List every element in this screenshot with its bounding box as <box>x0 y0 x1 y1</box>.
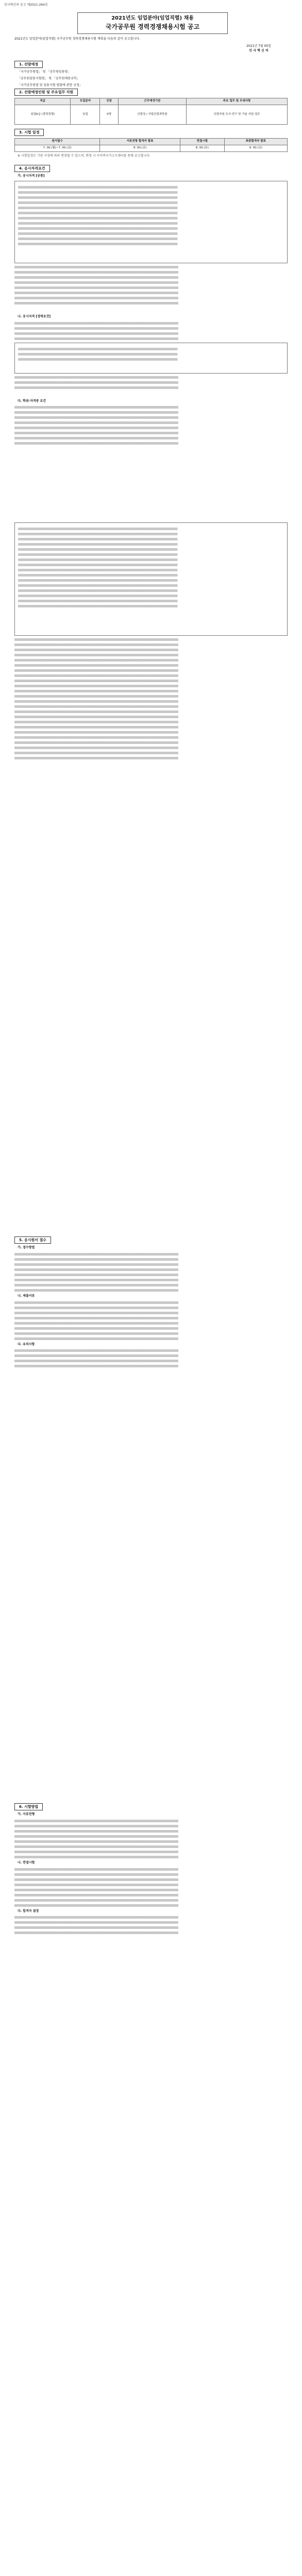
section-5-sub3: 다. 유의사항 <box>18 1342 35 1346</box>
section-4 <box>14 165 288 447</box>
section-2-heading: 2. 선발예정인원 및 주요업무 지원 <box>14 89 78 96</box>
table-cell: 7. 00.(월)~7. 00.(금) <box>15 145 100 152</box>
signer-name: 인 사 혁 신 처 <box>249 48 269 53</box>
table-cell: 8. 00.(토) <box>180 145 224 152</box>
section-3-heading: 3. 시험 일정 <box>14 129 44 136</box>
section-5 <box>14 1236 288 1370</box>
table-cell: 임업 <box>71 105 100 125</box>
section-5-sub2: 나. 제출서류 <box>18 1294 35 1298</box>
section-6-sub2: 나. 면접시험 <box>18 1860 35 1865</box>
requirements-box <box>14 181 288 263</box>
table-header: 주요 업무 및 우대사항 <box>186 98 287 105</box>
section-6-sub3: 다. 합격자 결정 <box>18 1909 39 1913</box>
table-cell: 산림청 / 국립산림과학원 <box>118 105 186 125</box>
notice-id: 인사혁신처 공고 제2021-264호 <box>4 3 48 7</box>
title-line1: 2021년도 임업분야(임업직렬) 채용 <box>111 15 194 21</box>
table-header: 직급 <box>15 98 71 105</box>
section-4-sub2: 나. 응시자격 [경력요건] <box>18 314 51 318</box>
title-box <box>77 12 228 34</box>
schedule-note: ※ 시험일정은 기관 사정에 따라 변경될 수 있으며, 변경 시 사이버국가고시센터를 통해 공고합니다. <box>18 154 150 158</box>
section-4-sub1: 가. 응시자격 [공통] <box>18 174 45 178</box>
table-cell: 9. 00.(금) <box>224 145 287 152</box>
intro-date: 2021년 7월 00일 <box>246 44 271 48</box>
table-header: 근무예정기관 <box>118 98 186 105</box>
signer-block <box>246 44 271 53</box>
title-line2: 국가공무원 경력경쟁채용시험 공고 <box>105 23 200 30</box>
table-cell: 8. 00.(금) <box>100 145 180 152</box>
section-1-item: 「공무원임용시험령」 및 「공무원채용규칙」 <box>18 76 80 80</box>
table-header: 서류전형 합격자 발표 <box>100 139 180 145</box>
section-6-sub1: 가. 서류전형 <box>18 1812 35 1817</box>
section-4-sub3: 다. 학위·자격증 요건 <box>18 399 46 403</box>
intro-text: 2021년도 임업분야(임업직렬) 국가공무원 경력경쟁채용시험 계획을 다음과 같이 공고합니다. <box>14 37 140 41</box>
table-header: 모집분야 <box>71 98 100 105</box>
section-1-heading: 1. 선발예정 <box>14 61 43 68</box>
section-6 <box>14 1803 288 1937</box>
section-4-heading: 4. 응시자격요건 <box>14 165 50 172</box>
table-cell: 임업6급 (경력경쟁) <box>15 105 71 125</box>
table-header: 면접시험 <box>180 139 224 145</box>
section-5-sub1: 가. 접수방법 <box>18 1246 35 1250</box>
schedule-table <box>14 138 288 152</box>
table-header: 인원 <box>100 98 119 105</box>
section-5-heading: 5. 응시원서 접수 <box>14 1236 51 1244</box>
experience-box <box>14 343 288 374</box>
notice-box <box>14 522 288 636</box>
selection-table <box>14 98 288 125</box>
table-cell: 0명 <box>100 105 119 125</box>
table-header: 원서접수 <box>15 139 100 145</box>
section-1-item: 「국가공무원법」 및 「공무원임용령」 <box>18 70 71 74</box>
body-text-block <box>14 520 288 1705</box>
section-1-item: 「국가공무원법 및 임용시험 법령에 관한 규정」 <box>18 83 82 87</box>
section-3 <box>14 129 288 159</box>
table-header: 최종합격자 발표 <box>224 139 287 145</box>
table-cell: 산림자원 조사·연구 및 기술 지원 업무 <box>186 105 287 125</box>
section-2 <box>14 89 288 125</box>
section-6-heading: 6. 시험방법 <box>14 1803 43 1810</box>
section-1 <box>14 61 288 88</box>
